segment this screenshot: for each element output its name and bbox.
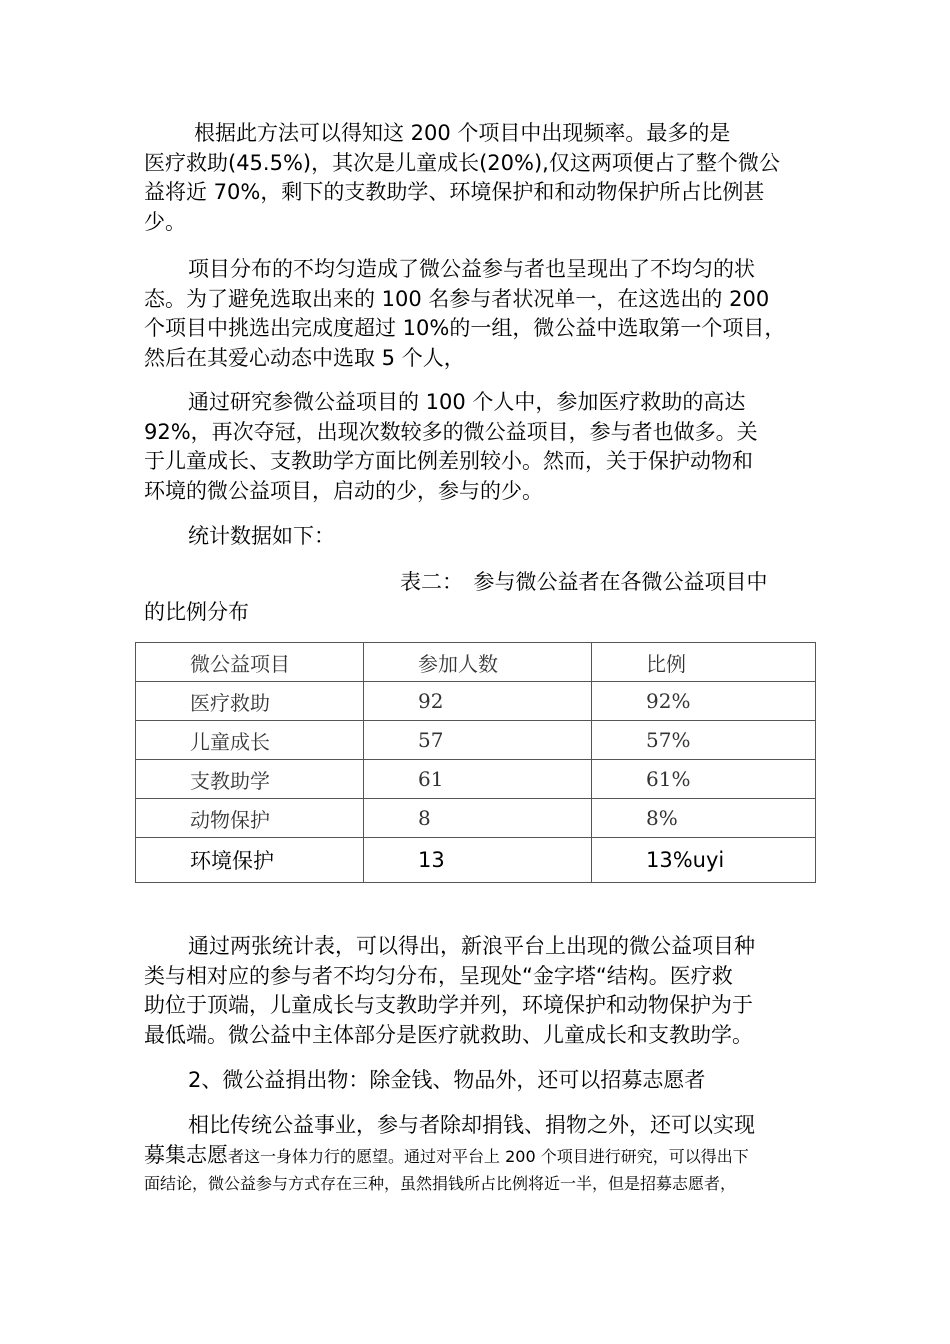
text-line-mixed (144, 1141, 804, 1172)
text-line: 通过研究参微公益项目的 100 个人中，参加医疗救助的高达 (188, 390, 746, 414)
table-cell: 8% (592, 799, 816, 838)
text-line: 通过两张统计表，可以得出，新浪平台上出现的微公益项目种 (188, 934, 755, 958)
table-cell: 动物保护 (136, 799, 364, 838)
text-line: 个项目中挑选出完成度超过 10%的一组，微公益中选取第一个项目， (144, 316, 786, 340)
text-line: 统计数据如下： (188, 524, 335, 548)
text-line: 少。 (144, 209, 186, 234)
table-cell: 13 (364, 838, 592, 883)
text-line: 2、微公益捐出物：除金钱、物品外，还可以招募志愿者 (188, 1068, 706, 1092)
caption-line: 的比例分布 (144, 599, 249, 624)
text-line: 态。为了避免选取出来的 100 名参与者状况单一，在这选出的 200 (144, 286, 770, 311)
table-cell: 57 (364, 721, 592, 760)
text-line: 环境的微公益项目，启动的少，参与的少。 (144, 478, 543, 503)
text-line: 类与相对应的参与者不均匀分布，呈现处“金字塔“结构。医疗救 (144, 963, 733, 988)
table-cell: 儿童成长 (136, 721, 364, 760)
table-cell: 92% (592, 682, 816, 721)
table-cell: 61% (592, 760, 816, 799)
text-line: 根据此方法可以得知这 200 个项目中出现频率。最多的是 (194, 121, 731, 145)
table-caption (144, 568, 804, 627)
text-line: 相比传统公益事业，参与者除却捐钱、捐物之外，还可以实现 (188, 1113, 755, 1137)
text-line: 然后在其爱心动态中选取 5 个人， (144, 345, 465, 370)
table-cell: 92 (364, 682, 592, 721)
caption-line: 表二： 参与微公益者在各微公益项目中 (400, 570, 768, 594)
table-header-cell: 微公益项目 (136, 643, 364, 682)
text-line: 医疗救助(45.5%)，其次是儿童成长(20%),仅这两项便占了整个微公 (144, 150, 780, 175)
table-header-row (136, 643, 816, 682)
paragraph-volunteers (144, 1111, 804, 1196)
text-small-part: 者这一身体力行的愿望。通过对平台上 200 个项目进行研究，可以得出下 (228, 1146, 749, 1166)
table-row (136, 838, 816, 883)
text-large-part: 募集志愿 (144, 1142, 228, 1167)
text-line: 92%，再次夺冠，出现次数较多的微公益项目，参与者也做多。关 (144, 419, 758, 444)
table-row (136, 682, 816, 721)
text-line: 益将近 70%，剩下的支教助学、环境保护和和动物保护所占比例甚 (144, 180, 765, 204)
table-row (136, 799, 816, 838)
table-cell: 57% (592, 721, 816, 760)
table-row (136, 721, 816, 760)
stats-table (135, 642, 816, 883)
text-line: 于儿童成长、支教助学方面比例差别较小。然而，关于保护动物和 (144, 449, 753, 473)
table-row (136, 760, 816, 799)
text-line: 最低端。微公益中主体部分是医疗就救助、儿童成长和支教助学。 (144, 1022, 753, 1047)
paragraph-conclusion (144, 932, 804, 1050)
paragraph-research (144, 388, 804, 506)
section-heading (144, 1066, 804, 1096)
table-cell: 环境保护 (136, 838, 364, 883)
table-cell: 医疗救助 (136, 682, 364, 721)
paragraph-stats-intro (144, 522, 804, 552)
table-cell: 8 (364, 799, 592, 838)
table-header-cell: 参加人数 (364, 643, 592, 682)
text-line: 助位于顶端，儿童成长与支教助学并列，环境保护和动物保护为于 (144, 993, 753, 1017)
table-cell: 支教助学 (136, 760, 364, 799)
paragraph-frequency (144, 119, 804, 237)
paragraph-distribution (144, 255, 804, 373)
table-header-cell: 比例 (592, 643, 816, 682)
table-cell: 13%uyi (592, 838, 816, 883)
text-line: 项目分布的不均匀造成了微公益参与者也呈现出了不均匀的状 (188, 257, 755, 281)
table-cell: 61 (364, 760, 592, 799)
text-line: 面结论，微公益参与方式存在三种，虽然捐钱所占比例将近一半，但是招募志愿者， (144, 1174, 737, 1193)
